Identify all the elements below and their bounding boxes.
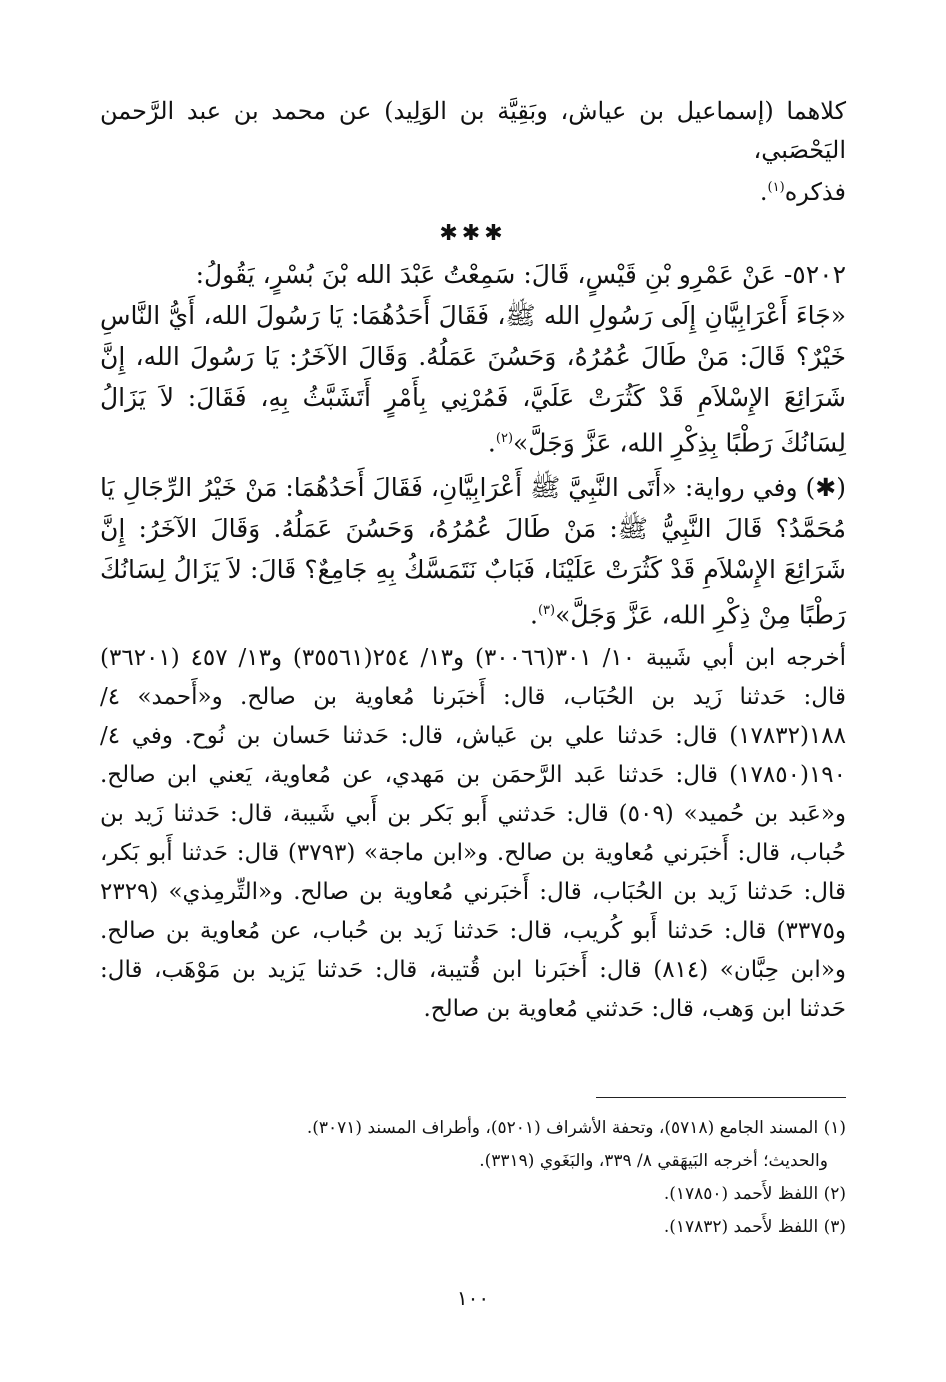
intro-end: .	[759, 178, 768, 206]
riwaya-end: .	[530, 600, 538, 630]
hadith-matn-text: «جَاءَ أَعْرَابِيَّانِ إِلَى رَسُولِ الله ﷺ، فَقَالَ أَحَدُهُمَا: يَا رَسُولَ الله، أَيُّ النَّاسِ خَيْرٌ؟ قَالَ: مَنْ طَالَ عُمُرُهُ، وَحَسُنَ عَمَلُهُ. وَقَالَ الآخَرُ: يَا رَسُولَ الله، إِنَّ شَرَائِعَ الإِسْلاَمِ قَدْ كَثُرَتْ عَلَيَّ، فَمُرْنِي بِأَمْرٍ أَتَشَبَّثُ بِهِ، فَقَالَ: لاَ يَزَالُ لِسَانُكَ رَطْبًا بِذِكْرِ الله، عَزَّ وَجَلَّ»	[100, 300, 846, 457]
page-number: ١٠٠	[456, 1286, 490, 1310]
hadith-isnad	[100, 254, 846, 295]
footnote-ref-1[interactable]: (١)	[767, 180, 785, 195]
matn-end: .	[487, 427, 496, 457]
footnote-divider	[596, 1097, 846, 1098]
section-separator: ✱✱✱	[439, 220, 507, 246]
footnote-3: (٣) اللفظ لأَحمد (١٧٨٣٢).	[663, 1217, 846, 1237]
riwaya-text: «أَتَى النَّبِيَّ ﷺ أَعْرَابِيَّانِ، فَقَالَ أَحَدُهُمَا: مَنْ خَيْرُ الرِّجَالِ يَا مُحَمَّدُ؟ قَالَ النَّبِيُّ ﷺ: مَنْ طَالَ عُمُرُهُ، وَحَسُنَ عَمَلُهُ. وَقَالَ الآخَرُ: إِنَّ شَرَائِعَ الإِسْلاَمِ قَدْ كَثُرَتْ عَلَيْنَا، فَبَابٌ نَتَمَسَّكُ بِهِ جَامِعٌ؟ قَالَ: لاَ يَزَالُ لِسَانُكَ رَطْبًا مِنْ ذِكْرِ الله، عَزَّ وَجَلَّ»	[100, 472, 846, 630]
footnote-ref-3[interactable]: (٣)	[537, 602, 556, 618]
hadith-matn	[100, 295, 846, 463]
page-body	[100, 92, 846, 1029]
footnote-2: (٢) اللفظ لأَحمد (١٧٨٥٠).	[663, 1184, 846, 1204]
intro-line-2: فذكره	[784, 178, 846, 206]
hadith-isnad-text: عَنْ عَمْرِو بْنِ قَيْسٍ، قَالَ: سَمِعْتُ عَبْدَ الله بْنَ بُسْرٍ، يَقُولُ:	[195, 259, 776, 289]
intro-line-1: كلاهما (إسماعيل بن عياش، وبَقِيَّة بن الوَلِيد) عن محمد بن عبد الرَّحمن اليَحْصَبي،	[100, 97, 846, 164]
takhrij-paragraph: أخرجه ابن أبي شَيبة ١٠/ ٣٠١(٣٠٠٦٦) و١٣/ ٢٥٤(٣٥٥٦١) و١٣/ ٤٥٧ (٣٦٢٠١) قال: حَدثنا زَيد بن الحُبَاب، قال: أَخبَرنا مُعاوية بن صالح. و«أَحمد» ٤/ ١٨٨(١٧٨٣٢) قال: حَدثنا علي بن عَياش، قال: حَدثنا حَسان بن نُوح. وفي ٤/ ١٩٠(١٧٨٥٠) قال: حَدثنا عَبد الرَّحمَن بن مَهدي، عن مُعاوية، يَعني ابن صالح. و«عَبد بن حُميد» (٥٠٩) قال: حَدثني أَبو بَكر بن أَبي شَيبة، قال: حَدثنا زَيد بن حُباب، قال: أَخبَرني مُعاوية بن صالح. و«ابن ماجة» (٣٧٩٣) قال: حَدثنا أَبو بَكر، قال: حَدثنا زَيد بن الحُبَاب، قال: أَخبَرني مُعاوية بن صالح. و«التِّرمِذي» (٢٣٢٩ و٣٣٧٥) قال: حَدثنا أَبو كُريب، قال: حَدثنا زَيد بن حُباب، عن مُعاوية بن صالح. و«ابن حِبَّان» (٨١٤) قال: أَخبَرنا ابن قُتيبة، قال: حَدثنا يَزيد بن مَوْهَب، قال: حَدثنا ابن وَهب، قال: حَدثني مُعاوية بن صالح.	[100, 645, 847, 1023]
footnote-1-continued: والحديث؛ أخرجه البَيهَقي ٨/ ٣٣٩، والبَغَوي (٣٣١٩).	[479, 1151, 828, 1171]
footnotes	[100, 1112, 846, 1244]
footnote-1: (١) المسند الجامع (٥٧١٨)، وتحفة الأشراف (٥٢٠١)، وأطراف المسند (٣٠٧١).	[306, 1118, 846, 1138]
footnote-ref-2[interactable]: (٢)	[495, 430, 514, 446]
hadith-riwaya	[100, 467, 846, 635]
intro-paragraph	[100, 92, 846, 212]
hadith-number: ٥٢٠٢-	[783, 259, 846, 289]
riwaya-label: (✱) وفي رواية:	[684, 472, 846, 502]
